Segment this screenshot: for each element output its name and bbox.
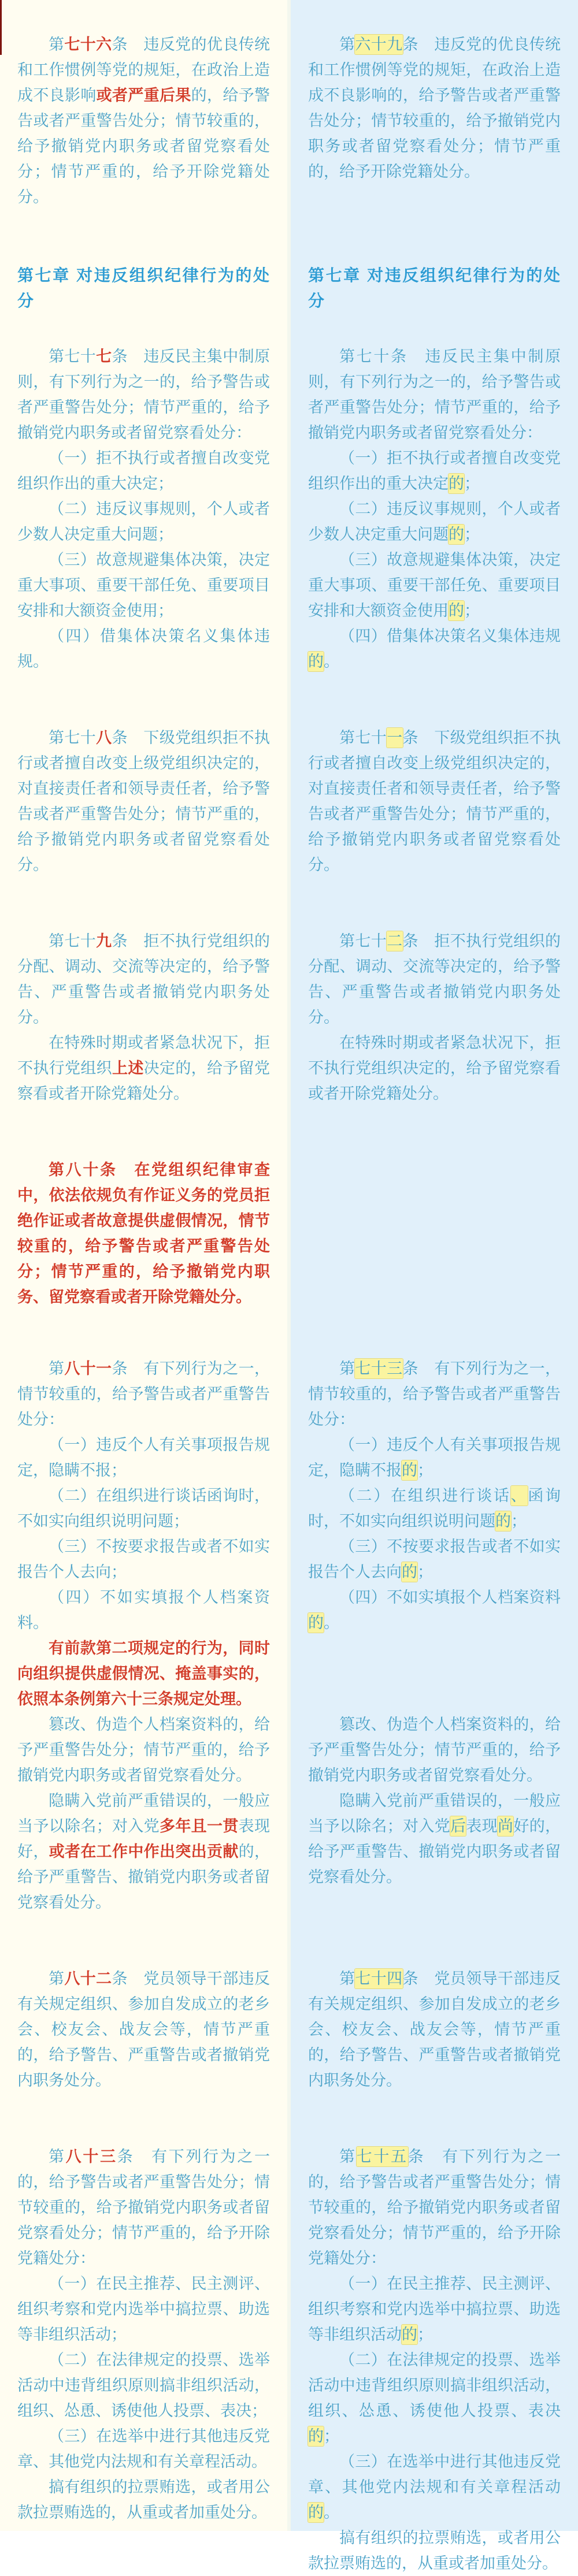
- paragraph: [308, 2449, 561, 2525]
- paragraph: [308, 2271, 561, 2347]
- paragraph: [17, 1483, 270, 1534]
- text-run: 第七十条 违反民主集中制原则，有下列行为之一的，给予警告或者严重警告处分；情节严重的，给予撤销党内职务或者留党察看处分：: [308, 348, 561, 441]
- highlight-run: 的: [402, 2326, 417, 2343]
- right-column-row-11: [308, 1915, 561, 2093]
- right-column-row-9: [308, 1712, 561, 1788]
- emphasis-red-run: 七: [96, 348, 112, 365]
- paragraph: [17, 32, 270, 210]
- paragraph: [17, 445, 270, 496]
- text-run: 第: [339, 1360, 355, 1377]
- text-run: 在特殊时期或者紧急状况下，拒不执行党组织决定的，给予留党察看或者开除党籍处分。: [308, 1034, 561, 1102]
- text-run: （一）在民主推荐、民主测评、组织考察和党内选举中搞拉票、助选等非组织活动: [308, 2275, 561, 2343]
- left-column-row-9: [17, 1712, 270, 1788]
- column-gap: [270, 210, 308, 314]
- text-run: 第七十: [49, 348, 97, 365]
- right-column-row-6: [308, 1106, 561, 1310]
- heading-run: 第七章 对违反组织纪律行为的处分: [17, 266, 270, 310]
- text-run: 表现: [466, 1817, 498, 1835]
- paragraph: [308, 928, 561, 1030]
- paragraph: [308, 1483, 561, 1534]
- column-gap: [270, 1310, 308, 1635]
- text-run: 第: [339, 36, 355, 53]
- paragraph: [17, 344, 270, 445]
- highlight-run: 的: [402, 1563, 417, 1581]
- left-column-row-10: [17, 1788, 270, 1915]
- text-run: 搞有组织的拉票贿选，或者用公款拉票贿选的，从重或者加重处分。: [17, 2478, 270, 2521]
- text-run: ；: [417, 1462, 433, 1479]
- paragraph: [308, 1534, 561, 1585]
- highlight-run: 一: [387, 729, 403, 746]
- paragraph: [308, 496, 561, 547]
- text-run: （四）借集体决策名义集体违规。: [17, 627, 270, 670]
- paragraph: [17, 928, 270, 1030]
- highlight-run: 七十四: [355, 1970, 403, 1987]
- left-column-row-8: [17, 1635, 270, 1712]
- paragraph: [17, 2474, 270, 2525]
- text-run: 第: [49, 36, 65, 53]
- highlight-run: 的: [402, 1462, 417, 1479]
- text-run: 第: [49, 1360, 65, 1377]
- emphasis-red-run: 八十二: [64, 1970, 112, 1987]
- highlight-run: 七十五: [356, 2148, 408, 2165]
- paragraph: [308, 32, 561, 184]
- text-run: 好的，给予严重警告、撤销党内职务或者留党察看处分。: [308, 1817, 561, 1886]
- emphasis-red-run: 八: [96, 729, 112, 746]
- left-column-row-4: [17, 674, 270, 878]
- text-run: （三）不按要求报告或者不如实报告个人去向；: [17, 1538, 270, 1581]
- text-run: （三）在选举中进行其他违反党章、其他党内法规和有关章程活动: [308, 2453, 561, 2496]
- text-run: ；: [417, 2326, 433, 2343]
- paragraph: [308, 344, 561, 445]
- text-run: （二）违反议事规则，个人或者少数人决定重大问题；: [17, 500, 270, 543]
- text-run: 条 有下列行为之一，情节较重的，给予警告或者严重警告处分：: [308, 1360, 561, 1428]
- emphasis-red-run: 上述: [112, 1060, 144, 1077]
- paragraph: [17, 725, 270, 878]
- text-run: 第七十: [49, 932, 97, 950]
- paragraph: [17, 1534, 270, 1585]
- text-run: 第: [49, 2148, 66, 2165]
- text-run: （二）违反议事规则，个人或者少数人决定重大问题: [308, 500, 561, 543]
- paragraph: [17, 1635, 270, 1712]
- text-run: ；: [464, 526, 480, 543]
- text-run: 条 有下列行为之一的，给予警告或者严重警告处分；情节较重的，给予撤销党内职务或者留党察看处分；情节严重的，给予开除党籍处分：: [308, 2148, 561, 2267]
- left-column-row-2: [17, 210, 270, 314]
- paragraph: [17, 2423, 270, 2474]
- paragraph: [17, 496, 270, 547]
- paragraph: [308, 623, 561, 674]
- highlight-run: 的: [308, 653, 324, 670]
- right-column-row-1: [308, 0, 561, 210]
- paragraph: [308, 445, 561, 496]
- paragraph: [17, 547, 270, 623]
- text-run: ；: [511, 1512, 527, 1530]
- column-gap: [270, 2093, 308, 2576]
- text-run: （四）不如实填报个人档案资料。: [17, 1589, 270, 1631]
- right-column-row-8: [308, 1635, 561, 1712]
- text-run: 条 有下列行为之一的，给予警告或者严重警告处分；情节较重的，给予撤销党内职务或者留党察看处分；情节严重的，给予开除党籍处分：: [17, 2148, 271, 2267]
- text-run: 条 违反民主集中制原则，有下列行为之一的，给予警告或者严重警告处分；情节严重的，给予撤销党内职务或者留党察看处分：: [17, 348, 271, 441]
- heading-run: 第七章 对违反组织纪律行为的处分: [308, 266, 561, 310]
- right-column-row-5: [308, 878, 561, 1106]
- column-gap: [270, 674, 308, 878]
- text-run: 条 党员领导干部违反有关规定组织、参加自发成立的老乡会、校友会、战友会等，情节严重的，给予警告、严重警告或者撤销党内职务处分。: [17, 1970, 271, 2089]
- highlight-run: 、: [510, 1487, 528, 1504]
- text-run: （一）违反个人有关事项报告规定，隐瞒不报: [308, 1436, 561, 1479]
- text-run: 条 有下列行为之一，情节较重的，给予警告或者严重警告处分：: [17, 1360, 271, 1428]
- emphasis-red-run: 有前款第二项规定的行为，同时向组织提供虚假情况、掩盖事实的，依照本条例第六十三条规定处理。: [17, 1640, 270, 1708]
- highlight-run: 的: [308, 1614, 324, 1631]
- text-run: （三）故意规避集体决策，决定重大事项、重要干部任免、重要项目安排和大额资金使用；: [17, 551, 270, 619]
- paragraph: [308, 1966, 561, 2093]
- text-run: 表现好，: [17, 1817, 271, 1860]
- text-run: 第: [49, 1970, 65, 1987]
- text-run: （一）在民主推荐、民主测评、组织考察和党内选举中搞拉票、助选等非组织活动；: [17, 2275, 270, 2343]
- highlight-run: 七十三: [355, 1360, 403, 1377]
- text-run: 隐瞒入党前严重错误的，一般应当予以除名；对入党: [308, 1792, 561, 1835]
- text-run: （二）在法律规定的投票、选举活动中违背组织原则搞非组织活动，组织、怂恿、诱使他人投票、表决；: [17, 2351, 270, 2419]
- paragraph: [308, 1788, 561, 1890]
- highlight-run: 后: [450, 1817, 466, 1835]
- paragraph: [17, 1356, 270, 1432]
- column-gap: [270, 1788, 308, 1915]
- paragraph: [17, 1157, 270, 1310]
- paragraph: [17, 623, 270, 674]
- text-run: 。: [324, 2504, 339, 2521]
- left-column-row-7: [17, 1310, 270, 1635]
- left-column-row-5: [17, 878, 270, 1106]
- left-column-row-3: [17, 314, 270, 674]
- text-run: 条 拒不执行党组织的分配、调动、交流等决定的，给予警告、严重警告或者撤销党内职务处分。: [17, 932, 271, 1026]
- right-column-row-2: [308, 210, 561, 314]
- highlight-run: 的: [308, 2504, 324, 2521]
- column-gap: [270, 1915, 308, 2093]
- highlight-run: 的: [449, 475, 464, 492]
- paragraph: [308, 2525, 561, 2576]
- text-run: （三）在选举中进行其他违反党章、其他党内法规和有关章程活动。: [17, 2428, 270, 2470]
- text-run: （二）在组织进行谈话函询时，不如实向组织说明问题；: [17, 1487, 270, 1530]
- text-run: 第七十: [49, 729, 97, 746]
- text-run: （二）在法律规定的投票、选举活动中违背组织原则搞非组织活动，组织、怂恿、诱使他人投票、表决: [308, 2351, 561, 2419]
- paragraph: [308, 725, 561, 878]
- emphasis-red-run: 多年且一贯: [160, 1817, 239, 1835]
- text-run: ；: [417, 1563, 433, 1581]
- text-run: 第七十: [339, 932, 387, 950]
- paragraph: [17, 1712, 270, 1788]
- text-run: 条 下级党组织拒不执行或者擅自改变上级党组织决定的，对直接责任者和领导责任者，给予警告或者严重警告处分；情节严重的，给予撤销党内职务或者留党察看处分。: [17, 729, 271, 873]
- text-run: （一）拒不执行或者擅自改变党组织作出的重大决定；: [17, 449, 270, 492]
- paragraph: [17, 1585, 270, 1635]
- text-run: 在特殊时期或者紧急状况下，拒不执行党组织: [17, 1034, 270, 1077]
- text-run: 条 拒不执行党组织的分配、调动、交流等决定的，给予警告、严重警告或者撤销党内职务处分。: [308, 932, 561, 1026]
- column-gap: [270, 1635, 308, 1712]
- text-run: 第七十: [339, 729, 387, 746]
- left-column-row-6: [17, 1106, 270, 1310]
- chapter-heading: [17, 263, 270, 314]
- emphasis-red-run: 或者在工作中作出突出贡献: [49, 1843, 239, 1860]
- highlight-run: 尚: [498, 1817, 514, 1835]
- paragraph: [308, 1356, 561, 1432]
- text-run: 搞有组织的拉票贿选，或者用公款拉票贿选的，从重或者加重处分。: [308, 2529, 561, 2572]
- text-run: （一）违反个人有关事项报告规定，隐瞒不报；: [17, 1436, 270, 1479]
- paragraph: [17, 1788, 270, 1915]
- text-run: （三）不按要求报告或者不如实报告个人去向: [308, 1538, 561, 1581]
- right-column-row-7: [308, 1310, 561, 1635]
- emphasis-red-run: 第八十条 在党组织纪律审查中，依法依规负有作证义务的党员拒绝作证或者故意提供虚假情况，情节较重的，给予警告或者严重警告处分；情节严重的，给予撤销党内职务、留党察看或者开除党籍处分。: [17, 1161, 270, 1306]
- paragraph: [308, 1712, 561, 1788]
- paragraph: [17, 2271, 270, 2347]
- paragraph: [17, 2144, 270, 2271]
- paragraph: [308, 2144, 561, 2271]
- text-run: 条 违反党的优良传统和工作惯例等党的规矩，在政治上造成不良影响的，给予警告或者严重警告处分；情节较重的，给予撤销党内职务或者留党察看处分；情节严重的，给予开除党籍处分。: [308, 36, 561, 180]
- column-gap: [270, 1712, 308, 1788]
- right-column-row-10: [308, 1788, 561, 1915]
- column-gap: [270, 0, 308, 210]
- highlight-run: 六十九: [355, 36, 403, 53]
- paragraph: [308, 1432, 561, 1483]
- text-run: （一）拒不执行或者擅自改变党组织作出的重大决定: [308, 449, 561, 492]
- text-run: （二）在组织进行谈话: [339, 1487, 511, 1504]
- left-column-row-12: [17, 2093, 270, 2576]
- highlight-run: 的: [449, 526, 464, 543]
- text-run: 篡改、伪造个人档案资料的，给予严重警告处分；情节严重的，给予撤销党内职务或者留党察看处分。: [17, 1716, 270, 1784]
- paragraph: [17, 1432, 270, 1483]
- text-run: 第: [339, 1970, 355, 1987]
- left-column-row-11: [17, 1915, 270, 2093]
- right-column-row-12: [308, 2093, 561, 2576]
- highlight-run: 的: [495, 1512, 511, 1530]
- highlight-run: 的: [308, 2428, 324, 2445]
- paragraph: [17, 1966, 270, 2093]
- emphasis-red-run: 七十六: [64, 36, 112, 53]
- text-run: 篡改、伪造个人档案资料的，给予严重警告处分；情节严重的，给予撤销党内职务或者留党察看处分。: [308, 1716, 561, 1784]
- text-run: 第: [339, 2148, 357, 2165]
- text-run: 决定的，给予留党察看或者开除党籍处分。: [17, 1060, 271, 1102]
- text-run: （四）借集体决策名义集体违规: [339, 627, 561, 645]
- column-gap: [270, 314, 308, 674]
- chapter-heading: [308, 263, 561, 314]
- paragraph: [308, 1030, 561, 1106]
- text-run: 的，给予警告或者严重警告处分；情节较重的，给予撤销党内职务或者留党察看处分；情节严重的，给予开除党籍处分。: [17, 87, 271, 206]
- paragraph: [17, 1030, 270, 1106]
- text-run: 条 违反党的优良传统和工作惯例等党的规矩，在政治上造成不良影响: [17, 36, 271, 104]
- highlight-run: 的: [449, 602, 464, 619]
- text-run: （三）故意规避集体决策，决定重大事项、重要干部任免、重要项目安排和大额资金使用: [308, 551, 561, 619]
- text-run: 条 党员领导干部违反有关规定组织、参加自发成立的老乡会、校友会、战友会等，情节严重的，给予警告、严重警告或者撤销党内职务处分。: [308, 1970, 561, 2089]
- text-run: 的，给予严重警告、撤销党内职务或者留党察看处分。: [17, 1843, 271, 1911]
- paragraph: [308, 2347, 561, 2449]
- paragraph: [308, 1585, 561, 1635]
- text-run: 条 下级党组织拒不执行或者擅自改变上级党组织决定的，对直接责任者和领导责任者，给予警告或者严重警告处分；情节严重的，给予撤销党内职务或者留党察看处分。: [308, 729, 561, 873]
- left-column-row-1: [17, 0, 270, 210]
- text-run: 。: [324, 1614, 339, 1631]
- text-run: 。: [324, 653, 339, 670]
- right-column-row-3: [308, 314, 561, 674]
- column-gap: [270, 878, 308, 1106]
- text-run: 隐瞒入党前严重错误的，一般应当予以除名；对入党: [17, 1792, 270, 1835]
- emphasis-red-run: 或者严重后果: [96, 87, 191, 104]
- emphasis-red-run: 八十一: [64, 1360, 112, 1377]
- text-run: ；: [464, 602, 480, 619]
- left-edge-crop-artifact: [0, 0, 2, 55]
- text-run: （四）不如实填报个人档案资料: [339, 1589, 561, 1606]
- column-gap: [270, 1106, 308, 1310]
- right-column-row-4: [308, 674, 561, 878]
- text-run: ；: [464, 475, 480, 492]
- paragraph: [308, 547, 561, 623]
- text-run: 函询时，不如实向组织说明问题: [308, 1487, 561, 1530]
- comparison-grid: [17, 0, 561, 2576]
- paragraph: [17, 2347, 270, 2423]
- highlight-run: 二: [387, 932, 403, 950]
- emphasis-red-run: 九: [96, 932, 112, 950]
- emphasis-red-run: 八十三: [65, 2148, 117, 2165]
- text-run: ；: [324, 2428, 339, 2445]
